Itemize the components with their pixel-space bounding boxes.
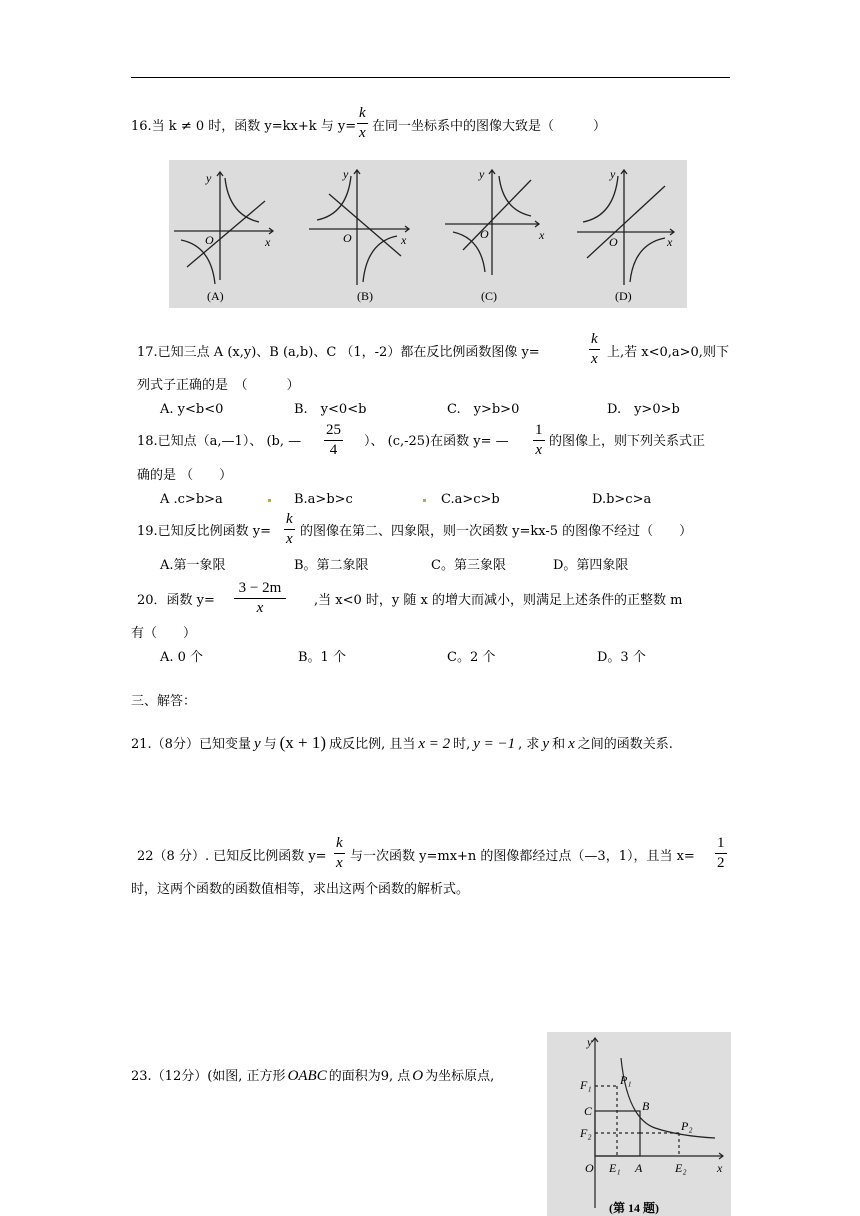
q19-frac-den: x [286,531,293,547]
q21-eq-y: y = −1 [473,736,516,752]
fig-label-a: A [635,1161,643,1175]
graph-c-origin: O [480,227,489,241]
graph-d-origin: O [609,235,618,249]
q18-line1-c: 的图像上，则下列关系式正 [549,434,706,449]
header-rule [131,77,730,78]
graph-d-y-label: y [610,167,616,181]
q22-fraction-1 [334,836,345,871]
graph-b-x-label: x [401,233,407,247]
fig-label-p2: P₂ [681,1119,693,1133]
scan-mark [423,499,426,502]
q20-option-d: D。3 个 [597,650,646,665]
q16-option-graphs [169,160,687,308]
q22-frac1-den: x [336,855,343,871]
graph-b-caption: (B) [357,289,373,303]
q21-text-c: 成反比例, 且当 [329,737,416,752]
q23-text-b: 的面积为9, 点 [328,1069,411,1084]
fig-caption: (第 14 题) [609,1201,659,1215]
q16-frac-den: x [359,125,366,141]
q18-frac2-num: 1 [535,422,543,438]
question-23 [131,1069,494,1084]
q17-line1-prefix: 17.已知三点 A (x,y)、B (a,b)、C （1，-2）都在反比例函数图像 y= [137,345,540,360]
scan-mark [268,499,271,502]
q21-text-f: 和 [552,737,566,752]
q18-frac2-den: x [535,442,543,458]
q17-line2: 列式子正确的是 （ ） [137,378,300,393]
q16-fraction [357,106,368,141]
q18-option-d: D.b>c>a [592,492,652,507]
q22-frac2-num: 1 [717,835,725,851]
q23-figure [547,1032,731,1216]
fig-label-x: x [717,1161,723,1175]
q16-prefix: 16.当 k ≠ 0 时，函数 y=kx+k 与 y= [131,119,357,134]
fig-label-f1: F₁ [580,1078,592,1092]
q18-option-b: B.a>b>c [294,492,353,507]
fig-label-e1: E₁ [609,1161,621,1175]
q19-option-b: B。第二象限 [294,558,369,573]
graph-b [309,170,409,285]
q17-fraction [589,332,600,367]
q20-option-a: A. 0 个 [160,650,204,665]
q17-frac-num: k [591,331,598,347]
q23-text-a: 23.（12分）(如图, 正方形 [131,1069,286,1084]
q22-text-b: 与一次函数 y=mx+n 的图像都经过点（—3，1），且当 x= [350,849,695,864]
graph-c [445,170,539,275]
question-21 [131,734,673,752]
graph-c-caption: (C) [481,289,497,303]
q16-frac-num: k [359,105,366,121]
q18-line1-a: 18.已知点（a,—1）、 (b, — [137,434,302,449]
q22-line2: 时，这两个函数的函数值相等，求出这两个函数的解析式。 [131,882,470,897]
q20-prefix: 20．函数 y= [137,593,215,608]
q18-fraction-1 [324,423,343,458]
graph-c-y-label: y [479,167,485,181]
q18-option-a: A .c>b>a [160,492,223,507]
q18-line1-b: ）、 (c,-25)在函数 y= — [364,434,509,449]
q17-option-d: D. y>0>b [607,402,680,417]
graph-b-origin: O [343,231,352,245]
graph-a-x-label: x [265,235,271,249]
q19-prefix: 19.已知反比例函数 y= [137,524,272,539]
q22-frac2-den: 2 [717,855,725,871]
q21-text-g: 之间的函数关系. [577,737,673,752]
graph-a-y-label: y [206,171,212,185]
q22-frac1-num: k [336,835,343,851]
q19-fraction [284,512,295,547]
q18-fraction-2 [533,423,545,458]
fig-label-b: B [642,1099,650,1113]
graph-a-caption: (A) [207,289,224,303]
q23-square-name: OABC [287,1068,327,1084]
fig-label-o: O [585,1161,594,1175]
graph-c-x-label: x [539,228,545,242]
q17-option-a: A. y<b<0 [160,402,224,417]
q21-text-d: 时, [453,737,471,752]
q22-text-a: 22（8 分）. 已知反比例函数 y= [137,849,327,864]
q20-line2: 有（ ） [131,626,197,641]
q21-eq-x: x = 2 [418,736,451,752]
q18-option-c: C.a>c>b [441,492,500,507]
graph-a-origin: O [205,233,214,247]
fig-label-p1: P₁ [620,1073,632,1087]
q17-line1-suffix: 上,若 x<0,a>0,则下 [607,345,729,360]
hyperbola-curve [621,1058,715,1138]
q21-text-e: , 求 [518,737,540,752]
q19-option-d: D。第四象限 [553,558,629,573]
q19-option-a: A.第一象限 [160,558,226,573]
q23-point-o: O [412,1068,424,1084]
q21-text-a: 21.（8分）已知变量 [131,737,251,752]
q21-var-y: y [253,736,261,752]
q19-suffix: 的图像在第二、四象限，则一次函数 y=kx-5 的图像不经过（ ） [300,524,693,539]
q17-frac-den: x [591,351,598,367]
q20-suffix: ,当 x<0 时，y 随 x 的增大而减小，则满足上述条件的正整数 m [314,593,683,608]
q21-var-x: x [568,736,575,752]
graph-d-caption: (D) [615,289,632,303]
q16-suffix: 在同一坐标系中的图像大致是（ ） [372,119,607,134]
graph-d-x-label: x [667,235,673,249]
q21-var-y2: y [542,736,550,752]
q18-frac1-num: 25 [326,422,341,438]
q17-option-c: C. y>b>0 [447,402,520,417]
dashed-guides [595,1086,679,1156]
fig-label-c: C [584,1104,593,1118]
fig-label-y: y [587,1035,593,1049]
q18-line2: 确的是 （ ） [137,468,233,483]
graph-d [577,170,674,285]
fig-label-f2: F₂ [580,1126,592,1140]
section-heading: 三、解答： [131,694,197,709]
q19-option-c: C。第三象限 [431,558,506,573]
q21-text-b: 与 [263,737,277,752]
q20-frac-den: x [256,600,264,616]
q18-frac1-den: 4 [329,442,338,458]
q20-frac-num: 3 − 2m [238,580,282,596]
q20-option-c: C。2 个 [447,650,496,665]
q23-text-c: 为坐标原点, [425,1069,495,1084]
graph-a [174,172,273,284]
q22-fraction-2 [715,836,727,871]
q21-expr-x-plus-1: (x + 1) [279,733,327,752]
q19-frac-num: k [286,511,293,527]
q20-fraction [234,581,286,616]
fig-label-e2: E₂ [675,1161,687,1175]
graph-b-y-label: y [343,167,349,181]
q17-option-b: B. y<0<b [294,402,367,417]
q20-option-b: B。1 个 [298,650,346,665]
